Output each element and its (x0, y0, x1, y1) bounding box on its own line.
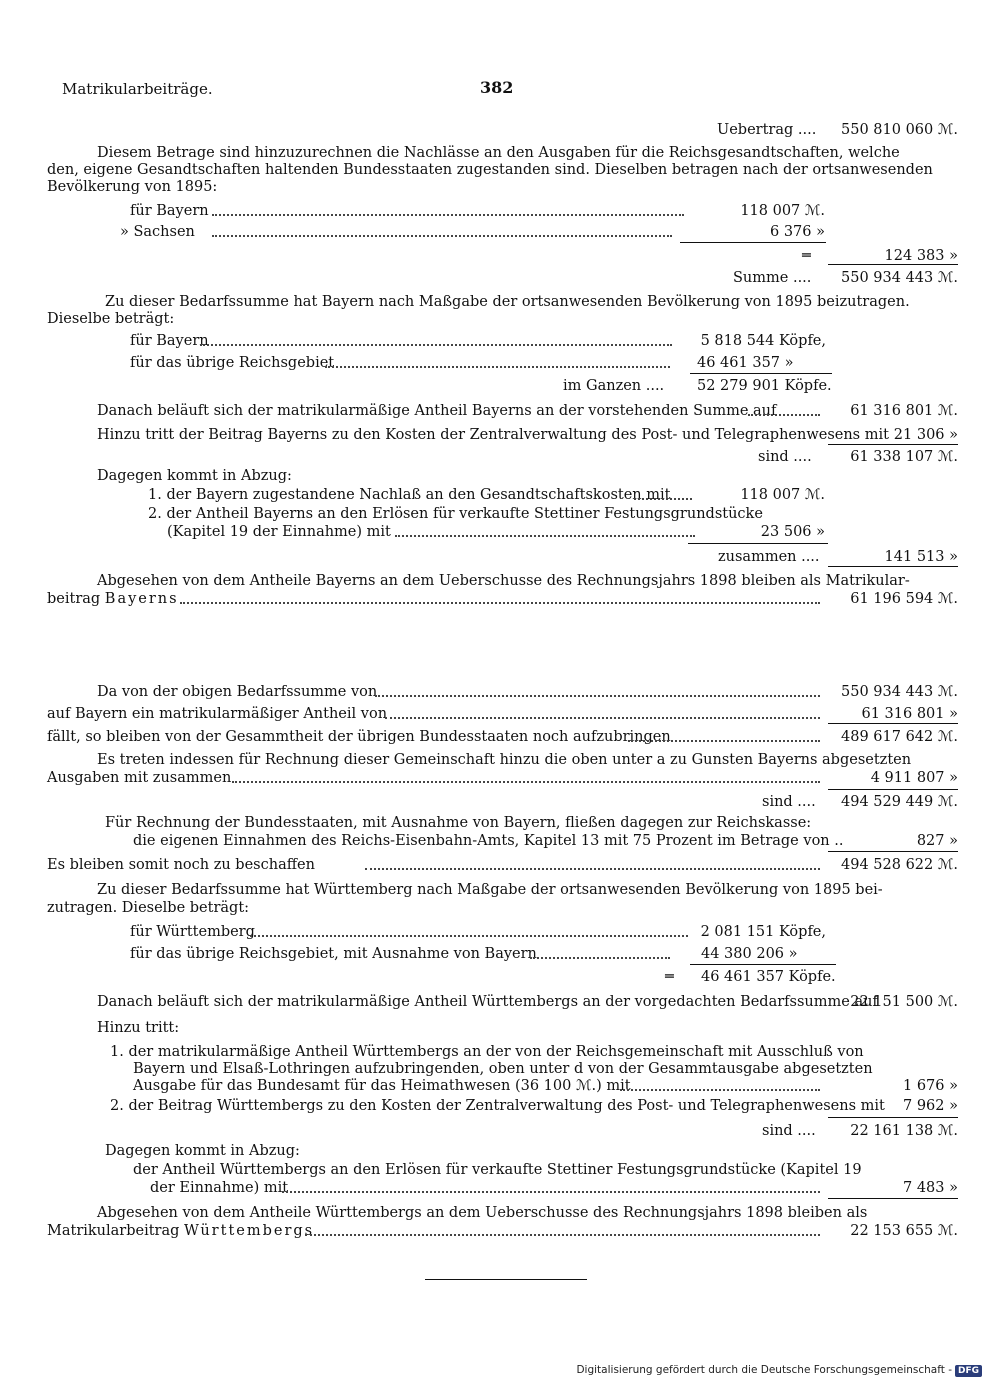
leader-dots (748, 414, 820, 416)
paragraph-line: Zu dieser Bedarfssumme hat Bayern nach Maßgabe der ortsanwesenden Bevölkerung von 1895 beizutragen. (105, 294, 910, 310)
abzug-w-line: der Einnahme) mit (150, 1180, 289, 1196)
paragraph-line: Diesem Betrage sind hinzuzurechnen die Nachlässe an den Ausgaben für die Reichsgesandtschaften, welche (97, 145, 900, 161)
sind2-label: sind .... (762, 1123, 816, 1139)
pop-total-mark: ═ (665, 969, 674, 985)
abzug-value-1: 118 007 ℳ. (740, 487, 825, 503)
hinzu-item-2: 2. der Beitrag Württembergs zu den Kosten der Zentralverwaltung des Post- und Telegraphenwesens mit (110, 1098, 885, 1114)
leader-dots (385, 717, 820, 719)
hinzu-label: Hinzu tritt: (97, 1020, 180, 1036)
abzug-label: Dagegen kommt in Abzug: (97, 468, 292, 484)
abzug-w-value: 7 483 » (903, 1180, 958, 1196)
pop-rest-label: für das übrige Reichsgebiet (130, 355, 335, 371)
sum-rule (690, 964, 836, 965)
sum-rule (828, 444, 958, 445)
hinzu-item-1-cont: Ausgabe für das Bundesamt für das Heimathwesen (36 100 ℳ.) mit (133, 1078, 631, 1094)
abzug-w-label: Dagegen kommt in Abzug: (105, 1143, 300, 1159)
sum-mark: ═ (802, 248, 811, 264)
bayern-label: für Bayern (130, 203, 209, 219)
closing-rule (425, 1279, 587, 1280)
final-line (47, 591, 179, 607)
l7-line: Zu dieser Bedarfssumme hat Württemberg nach Maßgabe der ortsanwesenden Bevölkerung von 1895 bei- (97, 882, 883, 898)
pop-r-label: für das übrige Reichsgebiet, mit Ausnahme von Bayern (130, 946, 537, 962)
l4-line: Es treten indessen für Rechnung dieser Gemeinschaft hinzu die oben unter a zu Gunsten Bayerns abgesetzten (97, 752, 912, 768)
running-head: Matrikularbeiträge. (62, 80, 213, 98)
final-text: beitrag (47, 591, 101, 607)
sum-rule (828, 264, 958, 265)
sum-rule (690, 373, 832, 374)
sind-value: 61 338 107 ℳ. (850, 449, 958, 465)
summe-value: 550 934 443 ℳ. (841, 270, 958, 286)
post-value: 21 306 » (893, 427, 958, 443)
l5-line: die eigenen Einnahmen des Reichs-Eisenbahn-Amts, Kapitel 13 mit 75 Prozent im Betrage von .. (133, 833, 844, 849)
pop-w-value: 2 081 151 Köpfe, (700, 924, 826, 940)
leader-dots (212, 214, 684, 216)
zusammen-value: 141 513 » (884, 549, 958, 565)
l6-label: Es bleiben somit noch zu beschaffen (47, 857, 315, 873)
leader-dots (305, 1234, 820, 1236)
page-number: 382 (480, 78, 514, 97)
post-label: Hinzu tritt der Beitrag Bayerns zu den Kosten der Zentralverwaltung des Post- und Telegraphenwesens mit (97, 427, 889, 443)
anteil-label: Danach beläuft sich der matrikularmäßige Antheil Bayerns an der vorstehenden Summe auf (97, 403, 777, 419)
sachsen-label: » Sachsen (120, 224, 195, 240)
dfg-logo-icon: DFG (955, 1365, 982, 1377)
leader-dots (620, 1089, 820, 1091)
l2-label: auf Bayern ein matrikularmäßiger Antheil von (47, 706, 388, 722)
l1-label: Da von der obigen Bedarfssumme von (97, 684, 378, 700)
pop-bayern-label: für Bayern (130, 333, 209, 349)
l3-value: 489 617 642 ℳ. (841, 729, 958, 745)
im-ganzen-label: im Ganzen .... (563, 378, 665, 394)
hinzu-value-2: 7 962 » (903, 1098, 958, 1114)
hinzu-item-1-cont: Bayern und Elsaß-Lothringen aufzubringenden, oben unter d von der Gesammtausgabe abgesetzten (133, 1061, 873, 1077)
sum-rule (828, 1117, 958, 1118)
abzug-item-2: 2. der Antheil Bayerns an den Erlösen für verkaufte Stettiner Festungsgrundstücke (148, 506, 763, 522)
final-line: Abgesehen von dem Antheile Bayerns an dem Ueberschusse des Rechnungsjahrs 1898 bleiben als Matrikular- (97, 573, 910, 589)
nachlass-total: 124 383 » (884, 248, 958, 264)
l4-line: Ausgaben mit zusammen (47, 770, 232, 786)
anteil-w-label: Danach beläuft sich der matrikularmäßige Antheil Württembergs an der vorgedachten Bedarfssumme auf (97, 994, 878, 1010)
l7-line: zutragen. Dieselbe beträgt: (47, 900, 250, 916)
anteil-value: 61 316 801 ℳ. (850, 403, 958, 419)
l5-line: Für Rechnung der Bundesstaaten, mit Ausnahme von Bayern, fließen dagegen zur Reichskasse: (105, 815, 812, 831)
sum-rule (828, 566, 958, 567)
abzug-value-2: 23 506 » (760, 524, 825, 540)
pop-bayern-value: 5 818 544 Köpfe, (700, 333, 826, 349)
anteil-w-value: 22 151 500 ℳ. (850, 994, 958, 1010)
sum-rule (828, 851, 958, 852)
footer-credit (576, 1364, 982, 1377)
leader-dots (365, 868, 820, 870)
leader-dots (325, 366, 670, 368)
bayern-value: 118 007 ℳ. (740, 203, 825, 219)
hinzu-item-1: 1. der matrikularmäßige Antheil Württembergs an der von der Reichsgemeinschaft mit Ausschluß von (110, 1044, 864, 1060)
sum-rule (828, 789, 958, 790)
sum-rule (688, 543, 828, 544)
pop-total-value: 46 461 357 Köpfe. (701, 969, 836, 985)
hinzu-value-1: 1 676 » (903, 1078, 958, 1094)
leader-dots (282, 1191, 820, 1193)
leader-dots (232, 781, 820, 783)
final-w-text: Matrikularbeitrag (47, 1223, 180, 1239)
final-w-line: Abgesehen von dem Antheile Württembergs an dem Ueberschusse des Rechnungsjahrs 1898 bleiben als (97, 1205, 868, 1221)
sachsen-value: 6 376 » (770, 224, 825, 240)
uebertrag-value: 550 810 060 ℳ. (841, 122, 958, 138)
leader-dots (180, 602, 820, 604)
pop-rest-value: 46 461 357 » (697, 355, 794, 371)
abzug-item-1: 1. der Bayern zugestandene Nachlaß an den Gesandtschaftskosten mit (148, 487, 671, 503)
leader-dots (212, 235, 672, 237)
abzug-w-line: der Antheil Württembergs an den Erlösen für verkaufte Stettiner Festungsgrundstücke (Kapitel 19 (133, 1162, 862, 1178)
sind2-value: 22 161 138 ℳ. (850, 1123, 958, 1139)
leader-dots (375, 695, 820, 697)
paragraph-line: Bevölkerung von 1895: (47, 179, 218, 195)
sum-rule (828, 1198, 958, 1199)
state-name: Württembergs (184, 1223, 315, 1239)
state-name: Bayerns (104, 591, 179, 607)
sum-rule (828, 723, 958, 724)
l3-label: fällt, so bleiben von der Gesammtheit der übrigen Bundesstaaten noch aufzubringen (47, 729, 671, 745)
zusammen-label: zusammen .... (718, 549, 820, 565)
leader-dots (530, 957, 670, 959)
final-w-value: 22 153 655 ℳ. (850, 1223, 958, 1239)
l6-value: 494 528 622 ℳ. (841, 857, 958, 873)
l1-value: 550 934 443 ℳ. (841, 684, 958, 700)
im-ganzen-value: 52 279 901 Köpfe. (697, 378, 832, 394)
leader-dots (250, 935, 688, 937)
footer-text: Digitalisierung gefördert durch die Deutsche Forschungsgemeinschaft - (576, 1364, 952, 1376)
l5-value: 827 » (916, 833, 958, 849)
paragraph-line: den, eigene Gesandtschaften haltenden Bundesstaaten zugestanden sind. Dieselben betragen nach der ortsanwesenden (47, 162, 933, 178)
leader-dots (628, 740, 820, 742)
pop-w-label: für Württemberg (130, 924, 255, 940)
leader-dots (395, 535, 695, 537)
final-w-line (47, 1223, 314, 1239)
sind-label: sind .... (758, 449, 812, 465)
sind1-value: 494 529 449 ℳ. (841, 794, 958, 810)
pop-r-value: 44 380 206 » (701, 946, 798, 962)
leader-dots (634, 498, 692, 500)
l2-value: 61 316 801 » (861, 706, 958, 722)
uebertrag-label: Uebertrag .... (717, 122, 817, 138)
paragraph-line: Dieselbe beträgt: (47, 311, 175, 327)
sind1-label: sind .... (762, 794, 816, 810)
leader-dots (200, 344, 672, 346)
abzug-item-2-cont: (Kapitel 19 der Einnahme) mit (167, 524, 391, 540)
final-value: 61 196 594 ℳ. (850, 591, 958, 607)
sum-rule (680, 242, 826, 243)
summe-label: Summe .... (733, 270, 812, 286)
l4-value: 4 911 807 » (870, 770, 958, 786)
